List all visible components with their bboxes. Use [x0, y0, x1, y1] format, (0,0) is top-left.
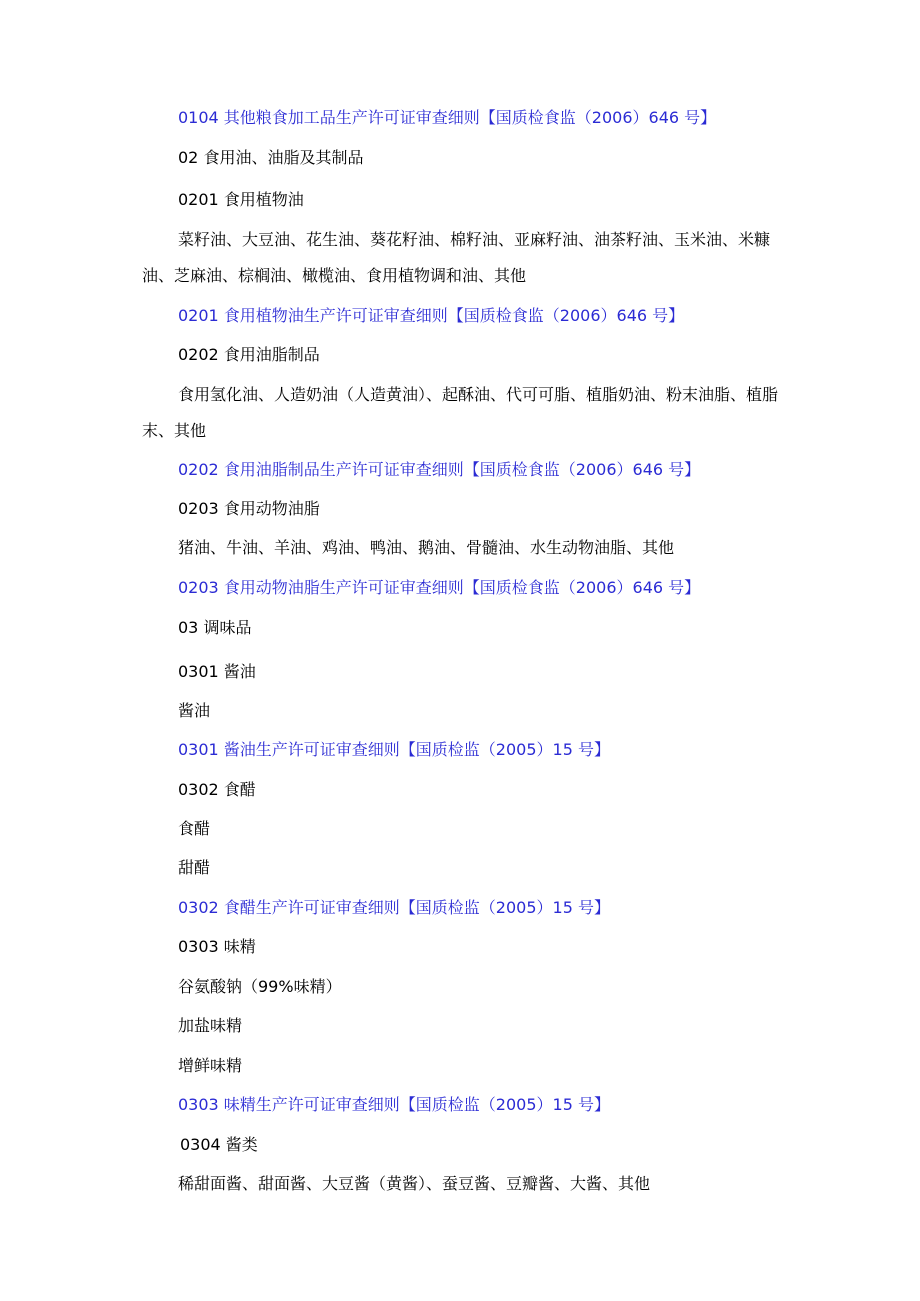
category-heading-02: 02 食用油、油脂及其制品: [178, 148, 364, 167]
product-item-salted-msg: 加盐味精: [178, 1016, 243, 1035]
regulation-link-0202[interactable]: 0202 食用油脂制品生产许可证审查细则【国质检食监（2006）646 号】: [178, 460, 701, 479]
product-item-msg: 谷氨酸钠（99%味精）: [178, 977, 342, 996]
subcategory-heading-0201: 0201 食用植物油: [178, 190, 304, 209]
subcategory-heading-0301: 0301 酱油: [178, 662, 256, 681]
product-list-0304: 稀甜面酱、甜面酱、大豆酱（黄酱）、蚕豆酱、豆瓣酱、大酱、其他: [178, 1174, 651, 1193]
subcategory-heading-0303: 0303 味精: [178, 937, 256, 956]
regulation-link-0104[interactable]: 0104 其他粮食加工品生产许可证审查细则【国质检食监（2006）646 号】: [178, 108, 717, 127]
product-list-0201: 菜籽油、大豆油、花生油、葵花籽油、棉籽油、亚麻籽油、油茶籽油、玉米油、米糠油、芝麻油、棕榈油、橄榄油、食用植物调和油、其他: [142, 230, 771, 285]
product-item-vinegar: 食醋: [178, 819, 211, 838]
subcategory-heading-0202: 0202 食用油脂制品: [178, 345, 320, 364]
category-heading-03: 03 调味品: [178, 618, 252, 637]
regulation-link-0203[interactable]: 0203 食用动物油脂生产许可证审查细则【国质检食监（2006）646 号】: [178, 578, 701, 597]
product-list-0202: 食用氢化油、人造奶油（人造黄油）、起酥油、代可可脂、植脂奶油、粉末油脂、植脂末、其他: [142, 385, 779, 440]
product-item-sweet-vinegar: 甜醋: [178, 858, 211, 877]
regulation-link-0201[interactable]: 0201 食用植物油生产许可证审查细则【国质检食监（2006）646 号】: [178, 306, 685, 325]
subcategory-heading-0203: 0203 食用动物油脂: [178, 499, 320, 518]
product-item-soy-sauce: 酱油: [178, 701, 211, 720]
subcategory-heading-0302: 0302 食醋: [178, 780, 256, 799]
subcategory-heading-0304: 0304 酱类: [180, 1135, 258, 1154]
regulation-link-0302[interactable]: 0302 食醋生产许可证审查细则【国质检监（2005）15 号】: [178, 898, 610, 917]
regulation-link-0303[interactable]: 0303 味精生产许可证审查细则【国质检监（2005）15 号】: [178, 1095, 610, 1114]
product-item-enhanced-msg: 增鲜味精: [178, 1056, 243, 1075]
regulation-link-0301[interactable]: 0301 酱油生产许可证审查细则【国质检监（2005）15 号】: [178, 740, 610, 759]
product-list-0203: 猪油、牛油、羊油、鸡油、鸭油、鹅油、骨髓油、水生动物油脂、其他: [178, 538, 675, 557]
